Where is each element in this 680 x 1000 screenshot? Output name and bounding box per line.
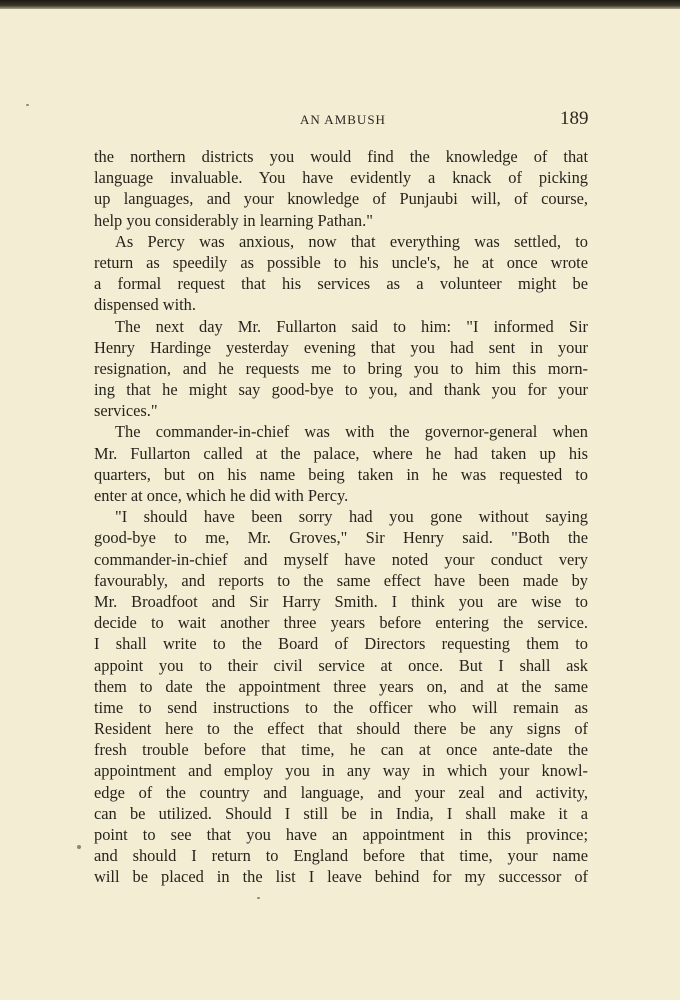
text-line: Mr. Broadfoot and Sir Harry Smith. I think you are wise to [94, 591, 588, 611]
paper-speck [257, 897, 260, 899]
text-line: As Percy was anxious, now that everything was settled, to [115, 231, 588, 251]
text-line: will be placed in the list I leave behind for my successor of [94, 867, 588, 887]
text-line: appoint you to their civil service at once. But I shall ask [94, 655, 588, 675]
text-line: can be utilized. Should I still be in India, I shall make it a [94, 803, 588, 823]
text-line: Henry Hardinge yesterday evening that you had sent in your [94, 337, 588, 357]
text-line: time to send instructions to the officer who will remain as [94, 697, 588, 717]
text-line: point to see that you have an appointment in this province; [94, 825, 588, 844]
text-line: "I should have been sorry had you gone without saying [115, 507, 588, 527]
running-title: AN AMBUSH [300, 112, 386, 127]
text-line: enter at once, which he did with Percy. [94, 486, 349, 505]
text-line: good-bye to me, Mr. Groves," Sir Henry said. "Both the [94, 528, 588, 548]
text-line: appointment and employ you in any way in which your knowl- [94, 761, 588, 781]
paper-speck [77, 845, 81, 849]
text-line: resignation, and he requests me to bring you to him this morn- [94, 358, 588, 378]
text-line: favourably, and reports to the same effect have been made by [94, 570, 588, 590]
text-line: I shall write to the Board of Directors requesting them to [94, 634, 588, 654]
page-number: 189 [560, 108, 589, 129]
text-line: up languages, and your knowledge of Punjaubi will, of course, [94, 189, 588, 209]
body-text [94, 146, 588, 888]
text-line: a formal request that his services as a volunteer might be [94, 274, 588, 294]
text-line: the northern districts you would find the knowledge of that [94, 147, 588, 166]
text-line: them to date the appointment three years on, and at the same [94, 676, 588, 696]
text-line: decide to wait another three years before entering the service. [94, 613, 588, 633]
text-line: return as speedily as possible to his uncle's, he at once wrote [94, 252, 588, 272]
text-line: language invaluable. You have evidently a knack of picking [94, 168, 588, 188]
text-line: Resident here to the effect that should there be any signs of [94, 719, 588, 739]
text-line: The next day Mr. Fullarton said to him: "I informed Sir [115, 316, 588, 336]
text-line: edge of the country and language, and your zeal and activity, [94, 782, 588, 802]
text-line: fresh trouble before that time, he can at once ante-date the [94, 740, 588, 760]
text-line: commander-in-chief and myself have noted your conduct very [94, 549, 588, 569]
text-line: Mr. Fullarton called at the palace, where he had taken up his [94, 443, 588, 463]
running-head [0, 108, 680, 132]
text-line: help you considerably in learning Pathan." [94, 210, 373, 230]
text-line: services." [94, 401, 158, 421]
text-line: dispensed with. [94, 295, 196, 315]
text-line: and should I return to England before that time, your name [94, 846, 588, 866]
text-line: The commander-in-chief was with the governor-general when [115, 422, 588, 442]
text-line: quarters, but on his name being taken in he was requested to [94, 464, 588, 484]
paper-speck [26, 104, 29, 106]
text-line: ing that he might say good-bye to you, and thank you for your [94, 380, 588, 400]
page-top-edge [0, 0, 680, 9]
